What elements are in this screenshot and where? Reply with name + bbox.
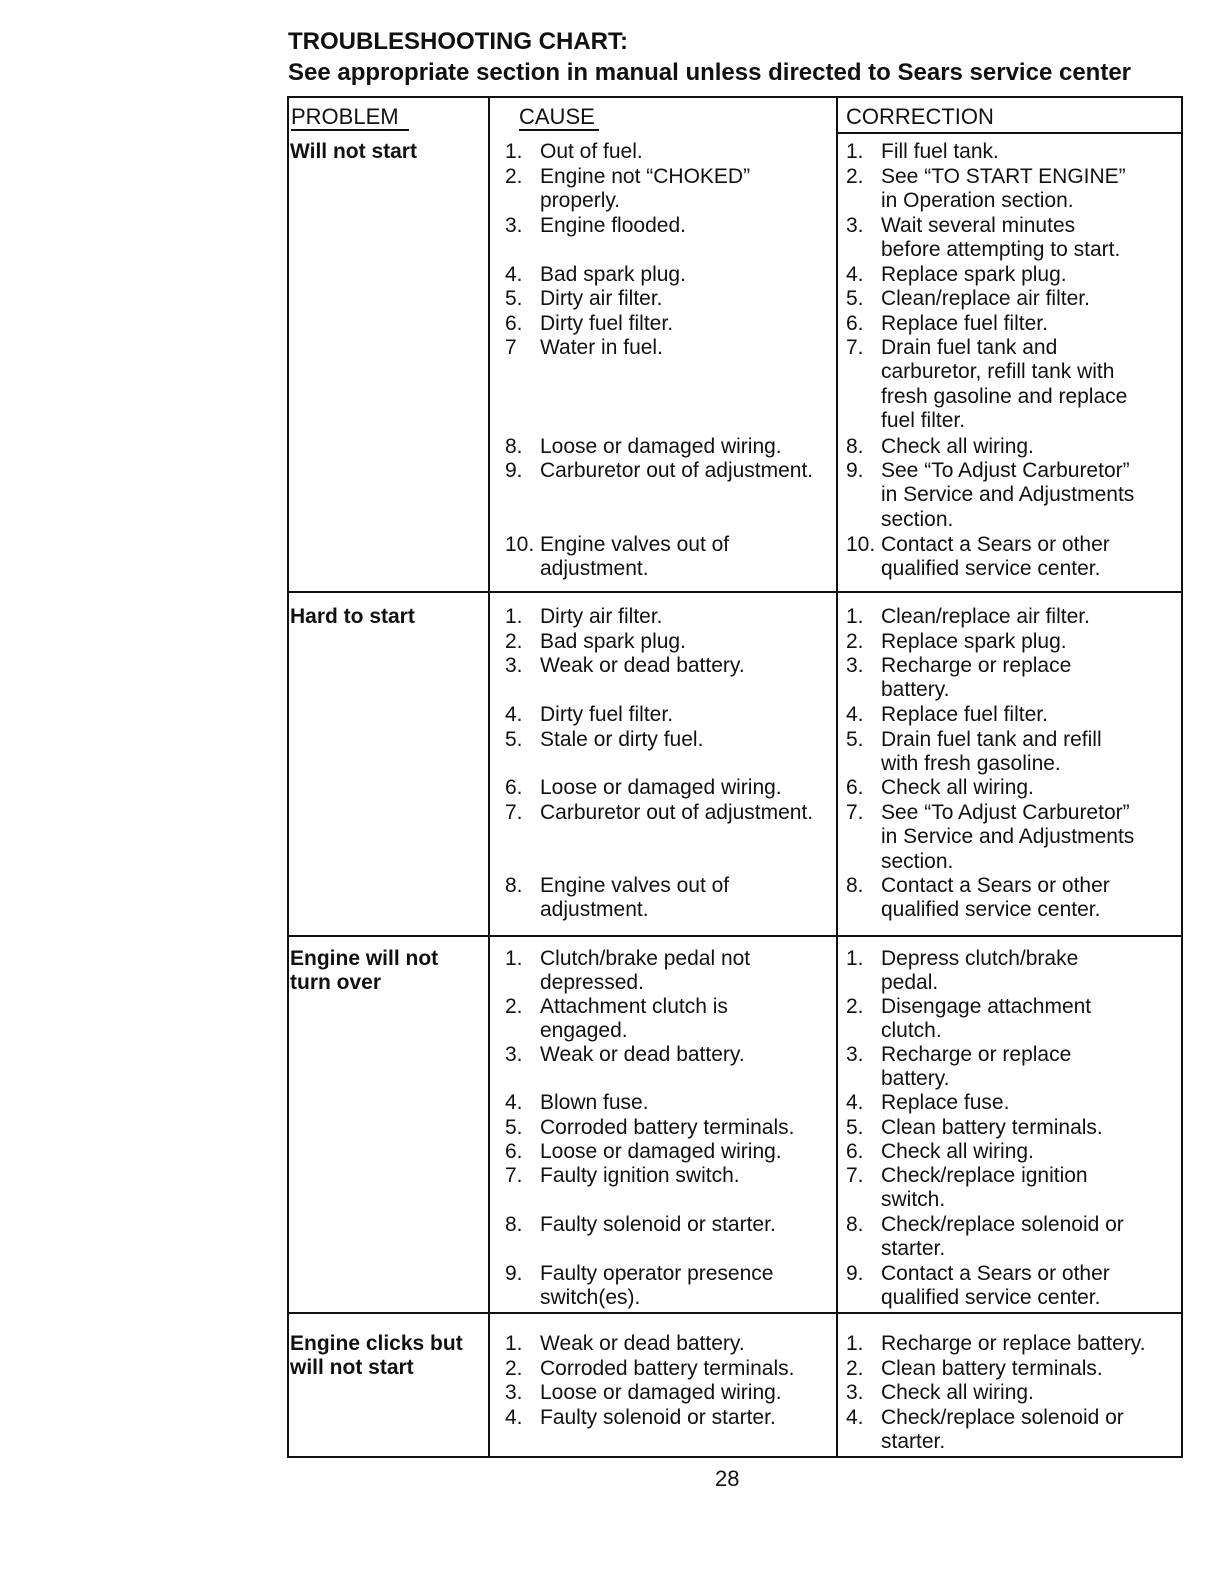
cause-item-number: 4. bbox=[505, 1406, 523, 1429]
cause-item-text bbox=[540, 1381, 782, 1405]
cause-item-text bbox=[540, 776, 782, 800]
correction-item-number: 5. bbox=[846, 728, 864, 751]
cause-item-line: Engine not “CHOKED” bbox=[540, 165, 751, 188]
cause-item-number: 3. bbox=[505, 214, 523, 237]
cause-item-line: Attachment clutch is bbox=[540, 995, 728, 1018]
cause-item-number: 3. bbox=[505, 1043, 523, 1066]
problem-label-line: will not start bbox=[290, 1356, 414, 1380]
correction-item-number: 4. bbox=[846, 703, 864, 726]
cause-item-number: 8. bbox=[505, 874, 523, 897]
correction-item-text bbox=[881, 654, 1071, 703]
correction-item-line: Clean/replace air filter. bbox=[881, 605, 1090, 628]
correction-item-number: 3. bbox=[846, 1381, 864, 1404]
correction-item-text bbox=[881, 703, 1048, 727]
cause-item-line: Out of fuel. bbox=[540, 140, 643, 163]
cause-item-text bbox=[540, 1213, 776, 1237]
cause-item-text bbox=[540, 605, 663, 629]
correction-item-number: 6. bbox=[846, 776, 864, 799]
cause-item-number: 4. bbox=[505, 1091, 523, 1114]
cause-item-line: Faulty ignition switch. bbox=[540, 1164, 740, 1187]
correction-item-line: Fill fuel tank. bbox=[881, 140, 999, 163]
cause-item-text bbox=[540, 336, 663, 360]
cause-item-line: depressed. bbox=[540, 971, 644, 995]
cause-item-number: 7. bbox=[505, 801, 523, 824]
cause-item-number: 6. bbox=[505, 312, 523, 335]
correction-item-text bbox=[881, 1262, 1110, 1311]
row-divider bbox=[287, 591, 1183, 593]
correction-item-number: 9. bbox=[846, 1262, 864, 1285]
correction-item-text bbox=[881, 1164, 1088, 1213]
correction-item-number: 5. bbox=[846, 1116, 864, 1139]
correction-item-line: battery. bbox=[881, 1067, 950, 1091]
correction-item-line: Contact a Sears or other bbox=[881, 1262, 1110, 1285]
row-divider bbox=[287, 935, 1183, 937]
correction-item-line: Drain fuel tank and bbox=[881, 336, 1058, 359]
correction-item-line: See “TO START ENGINE” bbox=[881, 165, 1126, 188]
correction-item-number: 8. bbox=[846, 1213, 864, 1236]
cause-item-number: 1. bbox=[505, 140, 523, 163]
cause-item-number: 4. bbox=[505, 263, 523, 286]
cause-item-text bbox=[540, 312, 673, 336]
correction-item-line: Recharge or replace bbox=[881, 654, 1072, 677]
cause-item-number: 2. bbox=[505, 630, 523, 653]
correction-item-number: 6. bbox=[846, 312, 864, 335]
correction-item-text bbox=[881, 947, 1078, 996]
chart-title: TROUBLESHOOTING CHART: bbox=[288, 28, 628, 55]
header-problem-underline bbox=[291, 129, 409, 131]
cause-item-line: Weak or dead battery. bbox=[540, 1332, 745, 1355]
correction-item-text bbox=[881, 630, 1067, 654]
cause-item-line: engaged. bbox=[540, 1019, 628, 1043]
column-divider bbox=[488, 96, 490, 1458]
cause-item-line: Dirty fuel filter. bbox=[540, 312, 674, 335]
correction-item-line: Replace spark plug. bbox=[881, 630, 1067, 653]
cause-item-text bbox=[540, 165, 750, 214]
correction-item-text bbox=[881, 1140, 1034, 1164]
correction-item-number: 4. bbox=[846, 263, 864, 286]
cause-item-line: Loose or damaged wiring. bbox=[540, 435, 782, 458]
correction-item-line: starter. bbox=[881, 1430, 946, 1454]
table-border-left bbox=[287, 96, 289, 1458]
correction-item-text bbox=[881, 1357, 1103, 1381]
cause-item-line: adjustment. bbox=[540, 557, 649, 581]
correction-item-line: Replace spark plug. bbox=[881, 263, 1067, 286]
row-divider bbox=[287, 1312, 1183, 1314]
cause-item-number: 6. bbox=[505, 1140, 523, 1163]
correction-item-line: with fresh gasoline. bbox=[881, 752, 1061, 776]
cause-item-text bbox=[540, 703, 673, 727]
cause-item-line: Dirty fuel filter. bbox=[540, 703, 674, 726]
cause-item-text bbox=[540, 1140, 782, 1164]
problem-label bbox=[290, 947, 438, 996]
correction-item-text bbox=[881, 728, 1102, 777]
correction-item-number: 7. bbox=[846, 801, 864, 824]
correction-item-number: 8. bbox=[846, 435, 864, 458]
correction-item-line: in Operation section. bbox=[881, 189, 1074, 213]
cause-item-text bbox=[540, 435, 782, 459]
correction-item-text bbox=[881, 533, 1110, 582]
header-cause: CAUSE bbox=[519, 104, 595, 129]
cause-item-number: 10. bbox=[505, 533, 535, 556]
troubleshooting-table bbox=[287, 96, 1183, 1458]
correction-item-text bbox=[881, 287, 1090, 311]
cause-item-text bbox=[540, 801, 813, 825]
header-problem: PROBLEM bbox=[291, 104, 399, 129]
correction-item-text bbox=[881, 312, 1048, 336]
correction-item-line: Check all wiring. bbox=[881, 435, 1034, 458]
correction-item-text bbox=[881, 1406, 1124, 1455]
correction-item-line: before attempting to start. bbox=[881, 238, 1121, 262]
correction-item-number: 9. bbox=[846, 459, 864, 482]
cause-item-number: 1. bbox=[505, 605, 523, 628]
cause-item-text bbox=[540, 287, 663, 311]
cause-item-text bbox=[540, 1091, 649, 1115]
correction-item-line: qualified service center. bbox=[881, 557, 1101, 581]
cause-item-line: Stale or dirty fuel. bbox=[540, 728, 704, 751]
chart-subtitle: See appropriate section in manual unless directed to Sears service center bbox=[288, 59, 1131, 86]
cause-item-line: Bad spark plug. bbox=[540, 630, 686, 653]
correction-item-text bbox=[881, 165, 1126, 214]
cause-item-line: Engine flooded. bbox=[540, 214, 686, 237]
correction-item-line: carburetor, refill tank with bbox=[881, 360, 1115, 384]
correction-item-line: clutch. bbox=[881, 1019, 942, 1043]
cause-item-number: 2. bbox=[505, 165, 523, 188]
correction-item-text bbox=[881, 874, 1110, 923]
cause-item-number: 1. bbox=[505, 1332, 523, 1355]
correction-item-line: in Service and Adjustments bbox=[881, 825, 1135, 849]
cause-item-line: adjustment. bbox=[540, 898, 649, 922]
column-divider bbox=[836, 96, 838, 1458]
cause-item-number: 8. bbox=[505, 435, 523, 458]
correction-item-number: 7. bbox=[846, 336, 864, 359]
cause-item-line: Loose or damaged wiring. bbox=[540, 776, 782, 799]
problem-label-line: Hard to start bbox=[290, 605, 415, 628]
cause-item-line: Engine valves out of bbox=[540, 874, 730, 897]
correction-item-number: 5. bbox=[846, 287, 864, 310]
cause-item-line: Faulty operator presence bbox=[540, 1262, 774, 1285]
correction-item-line: starter. bbox=[881, 1237, 946, 1261]
problem-label bbox=[290, 1332, 463, 1381]
cause-item-number: 6. bbox=[505, 776, 523, 799]
cause-item-line: properly. bbox=[540, 189, 621, 213]
table-border-top bbox=[287, 96, 1183, 98]
cause-item-text bbox=[540, 1164, 740, 1188]
correction-item-line: Check/replace solenoid or bbox=[881, 1406, 1124, 1429]
cause-item-line: Corroded battery terminals. bbox=[540, 1357, 795, 1380]
correction-item-number: 7. bbox=[846, 1164, 864, 1187]
correction-item-number: 1. bbox=[846, 140, 864, 163]
correction-item-line: pedal. bbox=[881, 971, 939, 995]
correction-item-text bbox=[881, 1332, 1146, 1356]
cause-item-text bbox=[540, 1332, 745, 1356]
correction-item-line: section. bbox=[881, 507, 954, 531]
cause-item-text bbox=[540, 995, 728, 1044]
correction-item-number: 2. bbox=[846, 1357, 864, 1380]
correction-item-text bbox=[881, 1043, 1071, 1092]
correction-item-text bbox=[881, 140, 999, 164]
cause-item-number: 9. bbox=[505, 1262, 523, 1285]
correction-item-text bbox=[881, 1213, 1124, 1262]
cause-item-line: Carburetor out of adjustment. bbox=[540, 459, 814, 482]
correction-item-line: Drain fuel tank and refill bbox=[881, 728, 1102, 751]
cause-item-number: 7 bbox=[505, 336, 517, 359]
correction-item-text bbox=[881, 776, 1034, 800]
correction-item-line: Replace fuel filter. bbox=[881, 312, 1048, 335]
cause-item-number: 5. bbox=[505, 287, 523, 310]
correction-item-number: 1. bbox=[846, 605, 864, 628]
correction-item-text bbox=[881, 336, 1127, 434]
cause-item-text bbox=[540, 630, 686, 654]
cause-item-text bbox=[540, 1262, 773, 1311]
correction-item-line: qualified service center. bbox=[881, 898, 1101, 922]
correction-item-line: fuel filter. bbox=[881, 409, 966, 433]
correction-item-line: battery. bbox=[881, 678, 950, 702]
cause-item-text bbox=[540, 459, 813, 483]
cause-item-text bbox=[540, 1116, 794, 1140]
correction-item-text bbox=[881, 435, 1034, 459]
correction-item-text bbox=[881, 801, 1134, 874]
correction-item-number: 2. bbox=[846, 995, 864, 1018]
cause-item-text bbox=[540, 533, 729, 582]
correction-item-line: switch. bbox=[881, 1188, 946, 1212]
problem-label-line: Engine will not bbox=[290, 947, 439, 970]
correction-item-line: See “To Adjust Carburetor” bbox=[881, 459, 1130, 482]
correction-item-number: 1. bbox=[846, 1332, 864, 1355]
correction-item-number: 3. bbox=[846, 1043, 864, 1066]
correction-item-line: Check/replace ignition bbox=[881, 1164, 1088, 1187]
cause-item-number: 5. bbox=[505, 1116, 523, 1139]
correction-item-line: Recharge or replace battery. bbox=[881, 1332, 1146, 1355]
cause-item-number: 3. bbox=[505, 1381, 523, 1404]
correction-item-line: fresh gasoline and replace bbox=[881, 384, 1128, 408]
page-number: 28 bbox=[715, 1466, 740, 1491]
correction-item-line: Wait several minutes bbox=[881, 214, 1076, 237]
cause-item-number: 5. bbox=[505, 728, 523, 751]
problem-label-line: Will not start bbox=[290, 140, 417, 163]
correction-item-line: Clean battery terminals. bbox=[881, 1116, 1103, 1139]
cause-item-line: Water in fuel. bbox=[540, 336, 663, 359]
correction-item-line: qualified service center. bbox=[881, 1286, 1101, 1310]
cause-item-number: 2. bbox=[505, 995, 523, 1018]
cause-item-line: Dirty air filter. bbox=[540, 605, 663, 628]
cause-item-line: Corroded battery terminals. bbox=[540, 1116, 795, 1139]
cause-item-line: Weak or dead battery. bbox=[540, 1043, 745, 1066]
cause-item-line: Loose or damaged wiring. bbox=[540, 1140, 782, 1163]
problem-label-line: Engine clicks but bbox=[290, 1332, 463, 1355]
cause-item-line: Faulty solenoid or starter. bbox=[540, 1406, 776, 1429]
cause-item-number: 9. bbox=[505, 459, 523, 482]
correction-item-line: Replace fuel filter. bbox=[881, 703, 1048, 726]
cause-item-text bbox=[540, 947, 750, 996]
correction-item-line: section. bbox=[881, 849, 954, 873]
cause-item-line: switch(es). bbox=[540, 1286, 641, 1310]
table-border-right bbox=[1181, 96, 1183, 1458]
correction-item-text bbox=[881, 1091, 1009, 1115]
correction-item-number: 6. bbox=[846, 1140, 864, 1163]
cause-item-number: 7. bbox=[505, 1164, 523, 1187]
correction-item-number: 1. bbox=[846, 947, 864, 970]
correction-item-number: 4. bbox=[846, 1406, 864, 1429]
problem-label bbox=[290, 605, 415, 629]
correction-item-line: Contact a Sears or other bbox=[881, 874, 1110, 897]
correction-item-line: See “To Adjust Carburetor” bbox=[881, 801, 1130, 824]
problem-label-line: turn over bbox=[290, 971, 382, 995]
correction-item-line: Contact a Sears or other bbox=[881, 533, 1110, 556]
cause-item-text bbox=[540, 1043, 745, 1067]
correction-item-line: Recharge or replace bbox=[881, 1043, 1072, 1066]
cause-item-text bbox=[540, 1406, 776, 1430]
header-underline bbox=[838, 132, 1183, 134]
correction-item-line: Check all wiring. bbox=[881, 1381, 1034, 1404]
correction-item-line: Clean/replace air filter. bbox=[881, 287, 1090, 310]
cause-item-line: Engine valves out of bbox=[540, 533, 730, 556]
cause-item-line: Faulty solenoid or starter. bbox=[540, 1213, 776, 1236]
correction-item-number: 2. bbox=[846, 630, 864, 653]
correction-item-text bbox=[881, 1116, 1103, 1140]
correction-item-line: in Service and Adjustments bbox=[881, 483, 1135, 507]
cause-item-line: Loose or damaged wiring. bbox=[540, 1381, 782, 1404]
correction-item-text bbox=[881, 263, 1067, 287]
correction-item-line: Replace fuse. bbox=[881, 1091, 1010, 1114]
header-cause-underline bbox=[519, 129, 599, 131]
correction-item-number: 10. bbox=[846, 533, 876, 556]
cause-item-number: 8. bbox=[505, 1213, 523, 1236]
correction-item-number: 4. bbox=[846, 1091, 864, 1114]
cause-item-text bbox=[540, 728, 703, 752]
cause-item-line: Clutch/brake pedal not bbox=[540, 947, 751, 970]
correction-item-line: Disengage attachment bbox=[881, 995, 1092, 1018]
cause-item-line: Carburetor out of adjustment. bbox=[540, 801, 814, 824]
correction-item-line: Check all wiring. bbox=[881, 1140, 1034, 1163]
correction-item-number: 2. bbox=[846, 165, 864, 188]
correction-item-text bbox=[881, 214, 1120, 263]
cause-item-text bbox=[540, 874, 729, 923]
cause-item-text bbox=[540, 140, 643, 164]
correction-item-line: Check all wiring. bbox=[881, 776, 1034, 799]
correction-item-number: 3. bbox=[846, 654, 864, 677]
correction-item-line: Check/replace solenoid or bbox=[881, 1213, 1124, 1236]
cause-item-number: 2. bbox=[505, 1357, 523, 1380]
correction-item-line: Depress clutch/brake bbox=[881, 947, 1079, 970]
header-correction: CORRECTION bbox=[846, 104, 994, 129]
cause-item-line: Dirty air filter. bbox=[540, 287, 663, 310]
cause-item-number: 3. bbox=[505, 654, 523, 677]
cause-item-text bbox=[540, 214, 686, 238]
cause-item-number: 4. bbox=[505, 703, 523, 726]
correction-item-text bbox=[881, 459, 1134, 532]
correction-item-text bbox=[881, 605, 1090, 629]
correction-item-line: Clean battery terminals. bbox=[881, 1357, 1103, 1380]
cause-item-text bbox=[540, 263, 686, 287]
cause-item-text bbox=[540, 1357, 794, 1381]
problem-label bbox=[290, 140, 417, 164]
cause-item-line: Blown fuse. bbox=[540, 1091, 649, 1114]
cause-item-text bbox=[540, 654, 745, 678]
correction-item-number: 3. bbox=[846, 214, 864, 237]
correction-item-number: 8. bbox=[846, 874, 864, 897]
cause-item-line: Weak or dead battery. bbox=[540, 654, 745, 677]
cause-item-line: Bad spark plug. bbox=[540, 263, 686, 286]
correction-item-text bbox=[881, 1381, 1034, 1405]
correction-item-text bbox=[881, 995, 1091, 1044]
cause-item-number: 1. bbox=[505, 947, 523, 970]
table-border-bottom bbox=[287, 1456, 1183, 1458]
